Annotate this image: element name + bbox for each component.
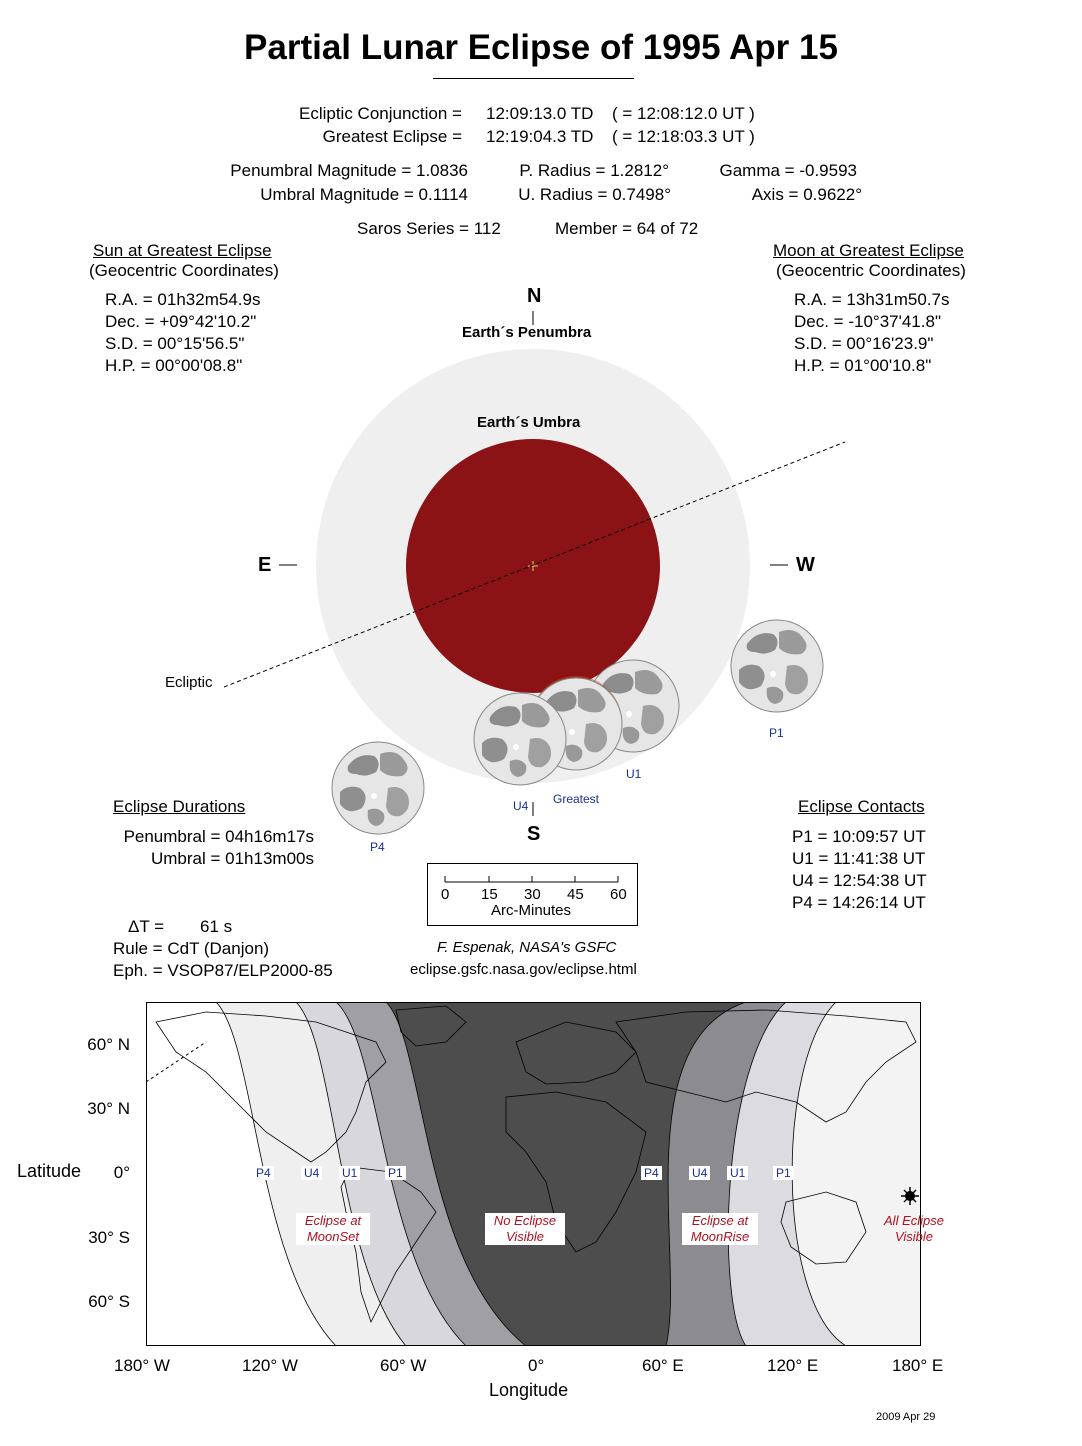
- zone-none-label: [485, 1213, 565, 1245]
- map-east-p1: P1: [773, 1166, 794, 1180]
- map-east-u1: U1: [727, 1166, 748, 1180]
- conjunction-label: Ecliptic Conjunction =: [298, 104, 462, 123]
- ecliptic-label: Ecliptic: [165, 674, 213, 691]
- greatest-ut: ( = 12:18:03.3 UT ): [612, 127, 755, 146]
- saros-series: Saros Series = 112: [357, 219, 501, 238]
- lat-tick-30s: 30° S: [88, 1228, 130, 1247]
- rule-text: Rule = CdT (Danjon): [113, 939, 270, 958]
- zone-moonrise-line1: Eclipse at: [691, 1213, 749, 1228]
- zone-all-line1: All Eclipse: [884, 1213, 944, 1228]
- zone-none-line2: Visible: [505, 1229, 545, 1244]
- scale-tick-60: 60: [610, 886, 627, 903]
- zone-moonrise-line2: MoonRise: [690, 1229, 750, 1244]
- moon-p1: [731, 620, 823, 712]
- umbral-duration: Umbral = 01h13m00s: [150, 849, 314, 868]
- longitude-title: Longitude: [489, 1380, 569, 1400]
- contact-u1: U1 = 11:41:38 UT: [792, 849, 926, 868]
- contact-p4: P4 = 14:26:14 UT: [792, 893, 926, 912]
- umbra-radius: U. Radius = 0.7498°: [518, 185, 671, 204]
- lat-tick-60s: 60° S: [88, 1292, 130, 1311]
- penumbral-duration: Penumbral = 04h16m17s: [123, 827, 314, 846]
- p4-label: P4: [370, 840, 385, 854]
- umbral-magnitude: Umbral Magnitude = 0.1114: [260, 185, 468, 204]
- lon-tick-120e: 120° E: [767, 1356, 819, 1375]
- moon-hp: H.P. = 01°00'10.8": [794, 356, 932, 375]
- eclipse-diagram: [0, 280, 1082, 860]
- u4-label: U4: [513, 799, 529, 813]
- sun-subheading: (Geocentric Coordinates): [89, 261, 279, 280]
- lon-tick-0: 0°: [528, 1356, 545, 1375]
- sun-ra: R.A. = 01h32m54.9s: [105, 290, 261, 309]
- lon-tick-60e: 60° E: [642, 1356, 684, 1375]
- sun-sd: S.D. = 00°15'56.5": [105, 334, 245, 353]
- lon-tick-180w: 180° W: [114, 1356, 170, 1375]
- sun-dec: Dec. = +09°42'10.2": [105, 312, 257, 331]
- umbra-label: Earth´s Umbra: [477, 414, 581, 431]
- url-text: eclipse.gsfc.nasa.gov/eclipse.html: [410, 961, 637, 978]
- scale-label: Arc-Minutes: [491, 902, 572, 919]
- lat-tick-0: 0°: [113, 1163, 130, 1182]
- conjunction-td: 12:09:13.0 TD: [486, 104, 594, 123]
- zone-all-line2: Visible: [894, 1229, 934, 1244]
- sun-heading: Sun at Greatest Eclipse: [93, 241, 272, 260]
- ephemeris-text: Eph. = VSOP87/ELP2000-85: [113, 961, 333, 980]
- zone-moonset-line1: Eclipse at: [304, 1213, 362, 1228]
- scale-tick-15: 15: [481, 886, 498, 903]
- conjunction-ut: ( = 12:08:12.0 UT ): [612, 104, 755, 123]
- delta-t-label: ΔT =: [128, 917, 165, 936]
- south-label: S: [527, 823, 541, 845]
- map-west-p4: P4: [253, 1166, 274, 1180]
- moon-sd: S.D. = 00°16'23.9": [794, 334, 934, 353]
- penumbra-label: Earth´s Penumbra: [462, 324, 592, 341]
- zone-moonrise-label: [682, 1213, 758, 1245]
- east-label: E: [258, 554, 272, 576]
- sun-hp: H.P. = 00°00'08.8": [105, 356, 243, 375]
- axis-value: Axis = 0.9622°: [751, 185, 862, 204]
- west-label: W: [796, 554, 815, 576]
- arc-minute-scale: [427, 863, 638, 926]
- durations-heading: Eclipse Durations: [113, 797, 246, 816]
- greatest-label: Greatest Eclipse =: [322, 127, 462, 146]
- moon-u4: [474, 693, 566, 785]
- map-east-p4: P4: [641, 1166, 662, 1180]
- map-west-u4: U4: [301, 1166, 322, 1180]
- scale-tick-0: 0: [441, 886, 450, 903]
- zone-all-label: [874, 1213, 954, 1245]
- zone-none-line1: No Eclipse: [493, 1213, 557, 1228]
- contact-p1: P1 = 10:09:57 UT: [792, 827, 926, 846]
- p1-label: P1: [769, 726, 784, 740]
- contacts-heading: Eclipse Contacts: [798, 797, 925, 816]
- page-title: Partial Lunar Eclipse of 1995 Apr 15: [244, 28, 838, 67]
- moon-subheading: (Geocentric Coordinates): [776, 261, 966, 280]
- lat-tick-30n: 30° N: [87, 1099, 130, 1118]
- moon-ra: R.A. = 13h31m50.7s: [794, 290, 950, 309]
- penumbra-radius: P. Radius = 1.2812°: [519, 161, 669, 180]
- greatest-label-diagram: Greatest: [553, 792, 600, 806]
- lat-tick-60n: 60° N: [87, 1035, 130, 1054]
- credit-text: F. Espenak, NASA's GSFC: [437, 939, 617, 956]
- u1-label: U1: [626, 767, 642, 781]
- moon-dec: Dec. = -10°37'41.8": [794, 312, 941, 331]
- scale-tick-45: 45: [567, 886, 584, 903]
- map-west-p1: P1: [385, 1166, 406, 1180]
- title-rule: [433, 78, 634, 79]
- moon-p4: [332, 742, 424, 834]
- zone-moonset-label: [296, 1213, 370, 1245]
- saros-member: Member = 64 of 72: [555, 219, 699, 238]
- lon-tick-120w: 120° W: [242, 1356, 298, 1375]
- moon-heading: Moon at Greatest Eclipse: [773, 241, 964, 260]
- scale-tick-30: 30: [524, 886, 541, 903]
- date-stamp: 2009 Apr 29: [876, 1411, 936, 1423]
- lon-tick-60w: 60° W: [380, 1356, 427, 1375]
- lon-tick-180e: 180° E: [892, 1356, 944, 1375]
- penumbral-magnitude: Penumbral Magnitude = 1.0836: [230, 161, 468, 180]
- zone-moonset-line2: MoonSet: [306, 1229, 360, 1244]
- greatest-td: 12:19:04.3 TD: [486, 127, 594, 146]
- north-label: N: [527, 285, 542, 307]
- map-west-u1: U1: [339, 1166, 360, 1180]
- latitude-title: Latitude: [17, 1161, 82, 1181]
- map-east-u4: U4: [689, 1166, 710, 1180]
- delta-t-value: 61 s: [200, 917, 233, 936]
- contact-u4: U4 = 12:54:38 UT: [792, 871, 927, 890]
- gamma-value: Gamma = -0.9593: [719, 161, 857, 180]
